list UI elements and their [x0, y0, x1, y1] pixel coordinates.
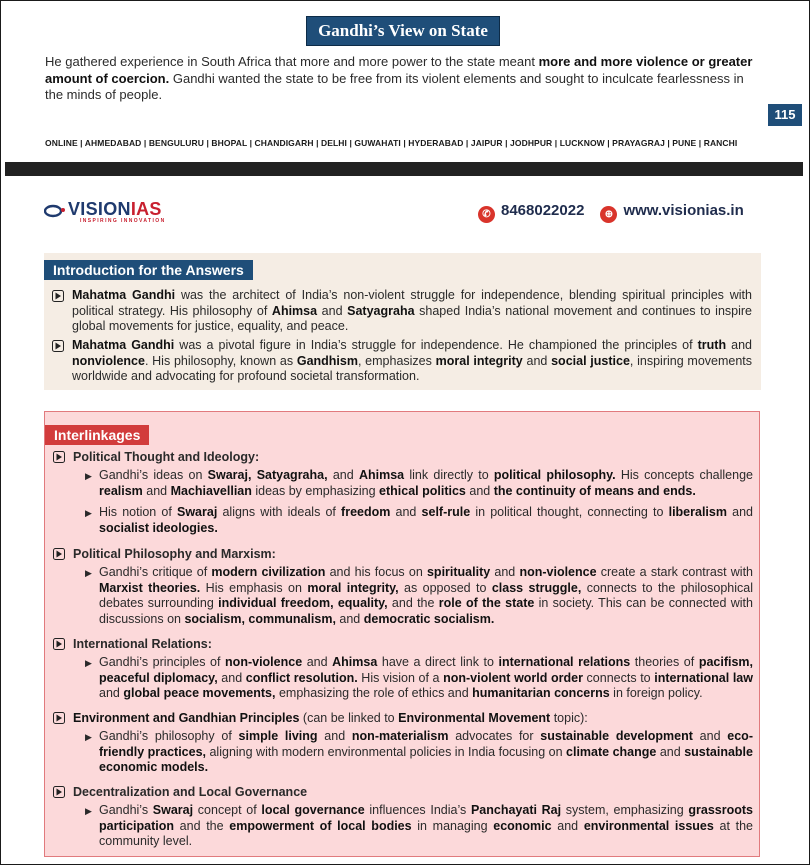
- visionias-logo: [44, 200, 184, 226]
- logo-tagline: INSPIRING INNOVATION: [80, 218, 166, 224]
- para-text-end: Gandhi wanted the state to be free from its violent elements and sought to inculcate fearlessness in the minds of people.: [45, 70, 744, 102]
- state-paragraph: [45, 54, 761, 104]
- arrow-bullet-icon: ▶: [85, 658, 92, 668]
- para-bold: more and more violence or greater amount of coercion.: [45, 54, 753, 86]
- sub-point: ▶ Gandhi’s ideas on Swaraj, Satyagraha, and Ahimsa link directly to political philosophy. His concepts challenge realism and Machiavellian ideas by emphasizing ethical politics and the continuity of means and ends.: [85, 468, 753, 498]
- section-heading: International Relations:: [73, 637, 212, 651]
- sub-point: ▶ Gandhi’s Swaraj concept of local governance influences India’s Panchayati Raj system, emphasizing grassroots participation and the empowerment of local bodies in managing economic and environmental issues at the community level.: [85, 803, 753, 848]
- sub-point: ▶ Gandhi’s principles of non-violence and Ahimsa have a direct link to international relations theories of pacifism, peaceful diplomacy, and conflict resolution. His vision of a non-violent world order connects to international law and global peace movements, emphasizing the role of ethics and humanitarian concerns in foreign policy.: [85, 655, 753, 700]
- play-bullet-icon: [53, 638, 65, 650]
- play-bullet-icon: [53, 548, 65, 560]
- interlinkage-section: [53, 784, 753, 850]
- sub-point: ▶ His notion of Swaraj aligns with ideals of freedom and self-rule in political thought, connecting to liberalism and socialist ideologies.: [85, 505, 753, 535]
- arrow-bullet-icon: ▶: [85, 508, 92, 518]
- arrow-bullet-icon: ▶: [85, 806, 92, 816]
- logo-wordmark: VISIONIAS: [68, 199, 162, 219]
- section-title: Gandhi’s View on State: [306, 16, 500, 46]
- answer-item: Mahatma Gandhi was a pivotal figure in India’s struggle for independence. He championed the principles of truth and nonviolence. His philosophy, known as Gandhism, emphasizes moral integrity and social justice, inspiring movements worldwide and advocating for profound societal transformation.: [52, 338, 752, 385]
- play-bullet-icon: [53, 786, 65, 798]
- answer-item: Mahatma Gandhi was the architect of India’s non-violent struggle for independence, blending spiritual principles with political strategy. His philosophy of Ahimsa and Satyagraha shaped India’s national movement and continues to inspire global movements for justice, equality, and peace.: [52, 288, 752, 335]
- interlinkage-section: [53, 636, 753, 702]
- arrow-bullet-icon: ▶: [85, 568, 92, 578]
- interlinkages-box: [44, 411, 760, 857]
- sub-point: ▶ Gandhi’s philosophy of simple living and non-materialism advocates for sustainable development and eco-friendly practices, aligning with modern environmental policies in India focusing on climate change and sustainable economic models.: [85, 729, 753, 774]
- website-link[interactable]: www.visionias.in: [623, 202, 744, 219]
- para-text: He gathered experience in South Africa that more and more power to the state meant: [45, 54, 539, 69]
- interlinkage-section: [53, 546, 753, 627]
- intro-heading: Introduction for the Answers: [44, 260, 253, 280]
- sub-point: ▶ Gandhi’s critique of modern civilization and his focus on spirituality and non-violence create a stark contrast with Marxist theories. His emphasis on moral integrity, as opposed to class struggle, connects to the philosophical debates surrounding individual freedom, equality, and the role of the state in society. This can be connected with discussions on socialism, communalism, and democratic socialism.: [85, 565, 754, 626]
- cities-footer: ONLINE | AHMEDABAD | BENGULURU | BHOPAL | CHANDIGARH | DELHI | GUWAHATI | HYDERABAD | JAIPUR | JODHPUR | LUCKNOW | PRAYAGRAJ | PUNE | RANCHI: [45, 138, 738, 148]
- arrow-bullet-icon: ▶: [85, 732, 92, 742]
- interlinkage-section: [53, 449, 753, 536]
- phone-icon: ✆: [478, 206, 495, 223]
- page-number: 115: [768, 104, 802, 126]
- interlinkage-section: [53, 710, 753, 776]
- intro-answers-box: [44, 253, 761, 390]
- section-heading: Environment and Gandhian Principles (can be linked to Environmental Movement topic):: [73, 711, 588, 725]
- section-heading: Political Philosophy and Marxism:: [73, 547, 276, 561]
- play-bullet-icon: [53, 712, 65, 724]
- contact-bar: [478, 202, 744, 224]
- interlinkages-heading: Interlinkages: [45, 425, 149, 445]
- play-bullet-icon: [52, 340, 64, 352]
- play-bullet-icon: [52, 290, 64, 302]
- logo-swoosh-icon: [44, 204, 66, 218]
- section-heading: Political Thought and Ideology:: [73, 450, 260, 464]
- play-bullet-icon: [53, 451, 65, 463]
- page-divider: [5, 162, 803, 176]
- globe-icon: ⊕: [600, 206, 617, 223]
- arrow-bullet-icon: ▶: [85, 471, 92, 481]
- section-heading: Decentralization and Local Governance: [73, 785, 308, 799]
- phone-number[interactable]: 8468022022: [501, 202, 585, 219]
